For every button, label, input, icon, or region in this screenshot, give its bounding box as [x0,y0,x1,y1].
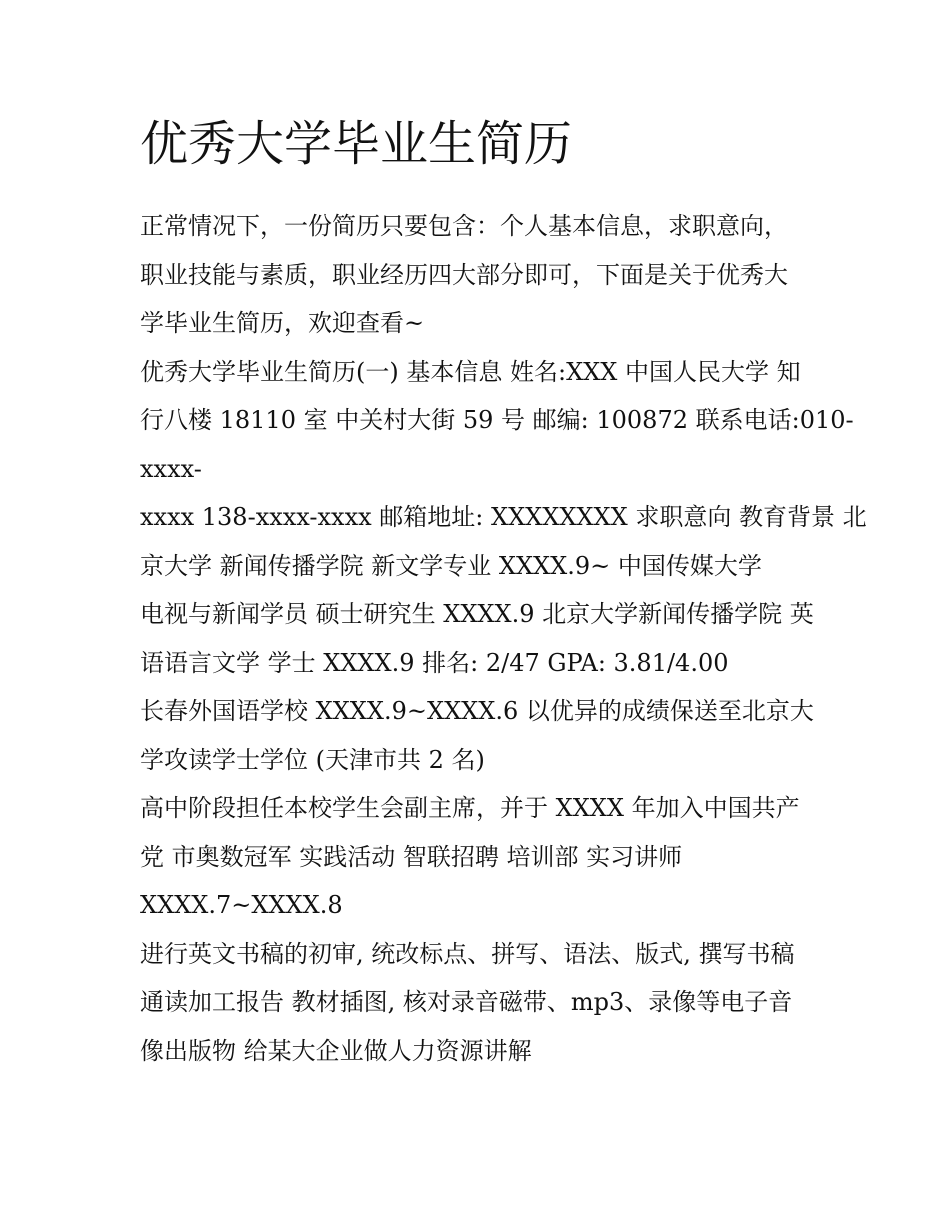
document-title: 优秀大学毕业生简历 [140,116,573,172]
body-line: 正常情况下，一份简历只要包含：个人基本信息，求职意向， [140,212,788,240]
body-line: 高中阶段担任本校学生会副主席，并于 XXXX 年加入中国共产 [140,794,800,822]
body-line: 通读加工报告 教材插图, 核对录音磁带、mp3、录像等电子音 [140,988,793,1016]
document-body [140,202,867,1075]
body-line: 职业技能与素质，职业经历四大部分即可，下面是关于优秀大 [140,260,788,289]
body-line: xxxx- [140,454,202,483]
body-line: 电视与新闻学员 硕士研究生 XXXX.9 北京大学新闻传播学院 英 [140,600,814,628]
body-line: 长春外国语学校 XXXX.9~XXXX.6 以优异的成绩保送至北京大 [140,697,814,725]
body-line: 行八楼 18110 室 中关村大街 59 号 邮编: 100872 联系电话:010- [140,406,854,434]
body-line: 优秀大学毕业生简历(一) 基本信息 姓名:XXX 中国人民大学 知 [140,357,801,386]
body-line: 京大学 新闻传播学院 新文学专业 XXXX.9~ 中国传媒大学 [140,551,762,580]
body-line: 进行英文书稿的初审, 统改标点、拼写、语法、版式, 撰写书稿 [140,939,795,968]
body-line: 学毕业生简历，欢迎查看~ [140,309,425,337]
body-line: XXXX.7~XXXX.8 [140,891,343,919]
body-line: 学攻读学士学位 (天津市共 2 名) [140,745,485,774]
body-line: 党 市奥数冠军 实践活动 智联招聘 培训部 实习讲师 [140,842,683,871]
body-line: 像出版物 给某大企业做人力资源讲解 [140,1036,532,1065]
body-line: xxxx 138-xxxx-xxxx 邮箱地址: XXXXXXXX 求职意向 教育背景 北 [140,503,867,531]
body-line: 语语言文学 学士 XXXX.9 排名: 2/47 GPA: 3.81/4.00 [140,648,729,677]
